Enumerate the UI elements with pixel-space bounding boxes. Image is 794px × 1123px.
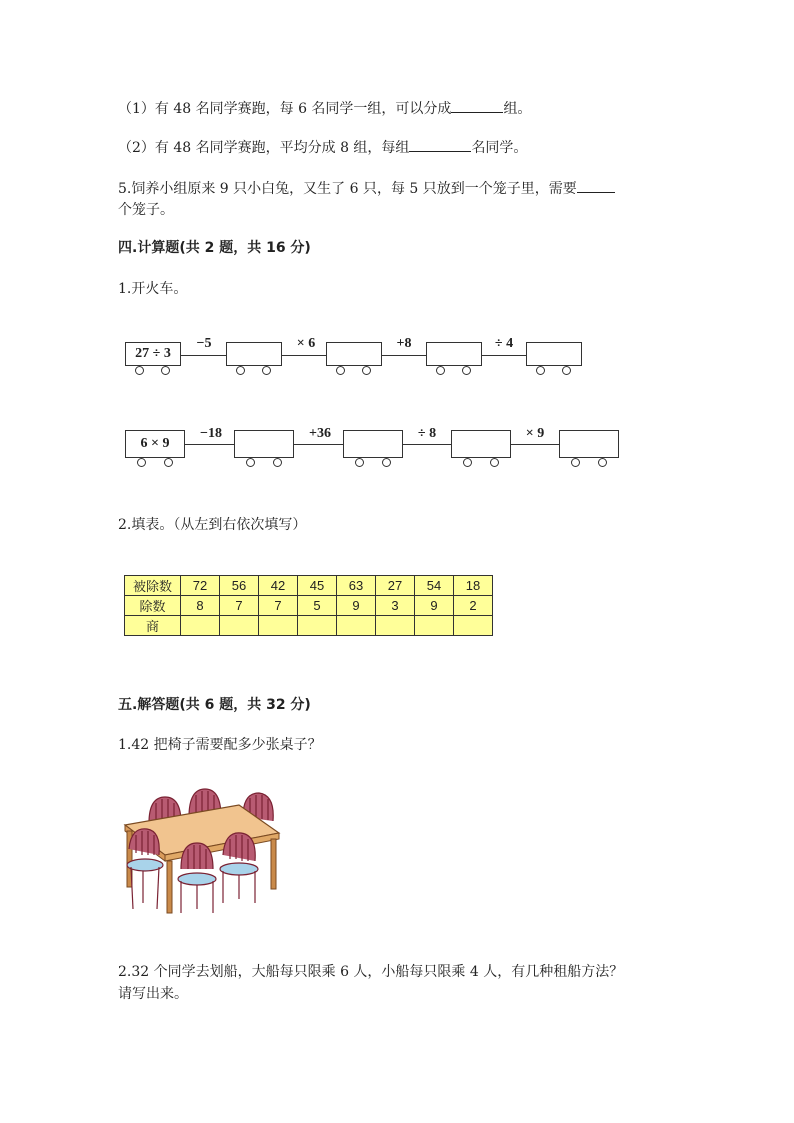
row-header: 商 (125, 616, 181, 636)
table-cell: 27 (376, 576, 415, 596)
question-2-line (118, 137, 527, 157)
answer-cell[interactable] (454, 616, 493, 636)
section-4-title: 四.计算题(共 2 题，共 16 分) (118, 240, 311, 256)
section-5-title: 五.解答题(共 6 题，共 32 分) (118, 697, 311, 713)
coupling-line (181, 355, 226, 356)
table-cell: 3 (376, 596, 415, 616)
answer-blank[interactable] (451, 100, 503, 113)
table-cell: 7 (220, 596, 259, 616)
answer-cell[interactable] (298, 616, 337, 636)
question-2-suffix: 名同学。 (471, 140, 528, 156)
question-1-line (118, 98, 531, 118)
question-5-continued: 个笼子。 (118, 202, 174, 218)
table-row-dividend (125, 576, 493, 596)
question-1-suffix: 组。 (503, 101, 532, 117)
table-and-chairs-illustration (119, 783, 281, 915)
coupling-line (185, 444, 234, 445)
table-row-quotient (125, 616, 493, 636)
table-cell: 63 (337, 576, 376, 596)
wheel (436, 366, 445, 375)
train-1-operator-4: ÷ 4 (494, 336, 514, 351)
train-1-start-car (125, 342, 181, 366)
table-row-divisor (125, 596, 493, 616)
wheel (462, 366, 471, 375)
wheel (262, 366, 271, 375)
wheel (490, 458, 499, 467)
answer-cell[interactable] (415, 616, 454, 636)
wheel (536, 366, 545, 375)
division-table (124, 575, 493, 636)
table-cell: 54 (415, 576, 454, 596)
section-4-question-1: 1.开火车。 (118, 281, 188, 297)
answer-cell[interactable] (259, 616, 298, 636)
question-5-line (118, 178, 615, 198)
table-cell: 7 (259, 596, 298, 616)
answer-blank[interactable] (577, 180, 615, 193)
wheel (137, 458, 146, 467)
wheel (362, 366, 371, 375)
section-4-question-2: 2.填表。（从左到右依次填写） (118, 517, 307, 533)
table-cell: 8 (181, 596, 220, 616)
table-cell: 2 (454, 596, 493, 616)
table-cell: 45 (298, 576, 337, 596)
coupling-line (282, 355, 326, 356)
wheel (598, 458, 607, 467)
train-2-answer-car-1[interactable] (234, 430, 294, 458)
wheel (355, 458, 364, 467)
table-cell: 18 (454, 576, 493, 596)
chair-front-middle (178, 843, 216, 913)
coupling-line (403, 444, 451, 445)
train-1-operator-2: × 6 (296, 336, 316, 351)
wheel (161, 366, 170, 375)
wheel (236, 366, 245, 375)
train-2-operator-4: × 9 (525, 426, 545, 441)
train-2-operator-3: ÷ 8 (417, 426, 437, 441)
coupling-line (382, 355, 426, 356)
answer-blank[interactable] (409, 139, 471, 152)
train-1-start-expression: 27 ÷ 3 (135, 346, 171, 361)
wheel (336, 366, 345, 375)
coupling-line (294, 444, 343, 445)
train-2-operator-2: +36 (309, 426, 331, 441)
train-1-answer-car-1[interactable] (226, 342, 282, 366)
table-cell: 9 (337, 596, 376, 616)
train-2-start-car (125, 430, 185, 458)
chair-front-right (220, 833, 258, 903)
train-2-answer-car-2[interactable] (343, 430, 403, 458)
question-5-text: 5.饲养小组原来 9 只小白兔，又生了 6 只，每 5 只放到一个笼子里，需要 (118, 181, 577, 197)
table-cell: 9 (415, 596, 454, 616)
wheel (382, 458, 391, 467)
table-cell: 42 (259, 576, 298, 596)
section-5-question-2-continued: 请写出来。 (118, 986, 188, 1002)
coupling-line (511, 444, 559, 445)
train-2-start-expression: 6 × 9 (140, 436, 170, 451)
answer-cell[interactable] (181, 616, 220, 636)
wheel (562, 366, 571, 375)
train-1-answer-car-4[interactable] (526, 342, 582, 366)
wheel (273, 458, 282, 467)
wheel (135, 366, 144, 375)
train-2-operator-1: −18 (200, 426, 222, 441)
section-5-question-2: 2.32 个同学去划船，大船每只限乘 6 人，小船每只限乘 4 人，有几种租船方法？ (118, 964, 624, 980)
train-1-answer-car-3[interactable] (426, 342, 482, 366)
question-1-text: （1）有 48 名同学赛跑，每 6 名同学一组，可以分成 (118, 101, 452, 117)
table-cell: 5 (298, 596, 337, 616)
table-cell: 72 (181, 576, 220, 596)
row-header: 被除数 (125, 576, 181, 596)
wheel (246, 458, 255, 467)
wheel (463, 458, 472, 467)
answer-cell[interactable] (376, 616, 415, 636)
table-cell: 56 (220, 576, 259, 596)
train-2-answer-car-3[interactable] (451, 430, 511, 458)
train-1-operator-1: −5 (196, 336, 212, 351)
wheel (571, 458, 580, 467)
question-2-text: （2）有 48 名同学赛跑，平均分成 8 组，每组 (118, 140, 410, 156)
train-1-answer-car-2[interactable] (326, 342, 382, 366)
answer-cell[interactable] (337, 616, 376, 636)
wheel (164, 458, 173, 467)
coupling-line (482, 355, 526, 356)
row-header: 除数 (125, 596, 181, 616)
chair-front-left (127, 829, 163, 909)
section-5-question-1: 1.42 把椅子需要配多少张桌子？ (118, 737, 322, 753)
train-2-answer-car-4[interactable] (559, 430, 619, 458)
answer-cell[interactable] (220, 616, 259, 636)
train-1-operator-3: +8 (396, 336, 412, 351)
